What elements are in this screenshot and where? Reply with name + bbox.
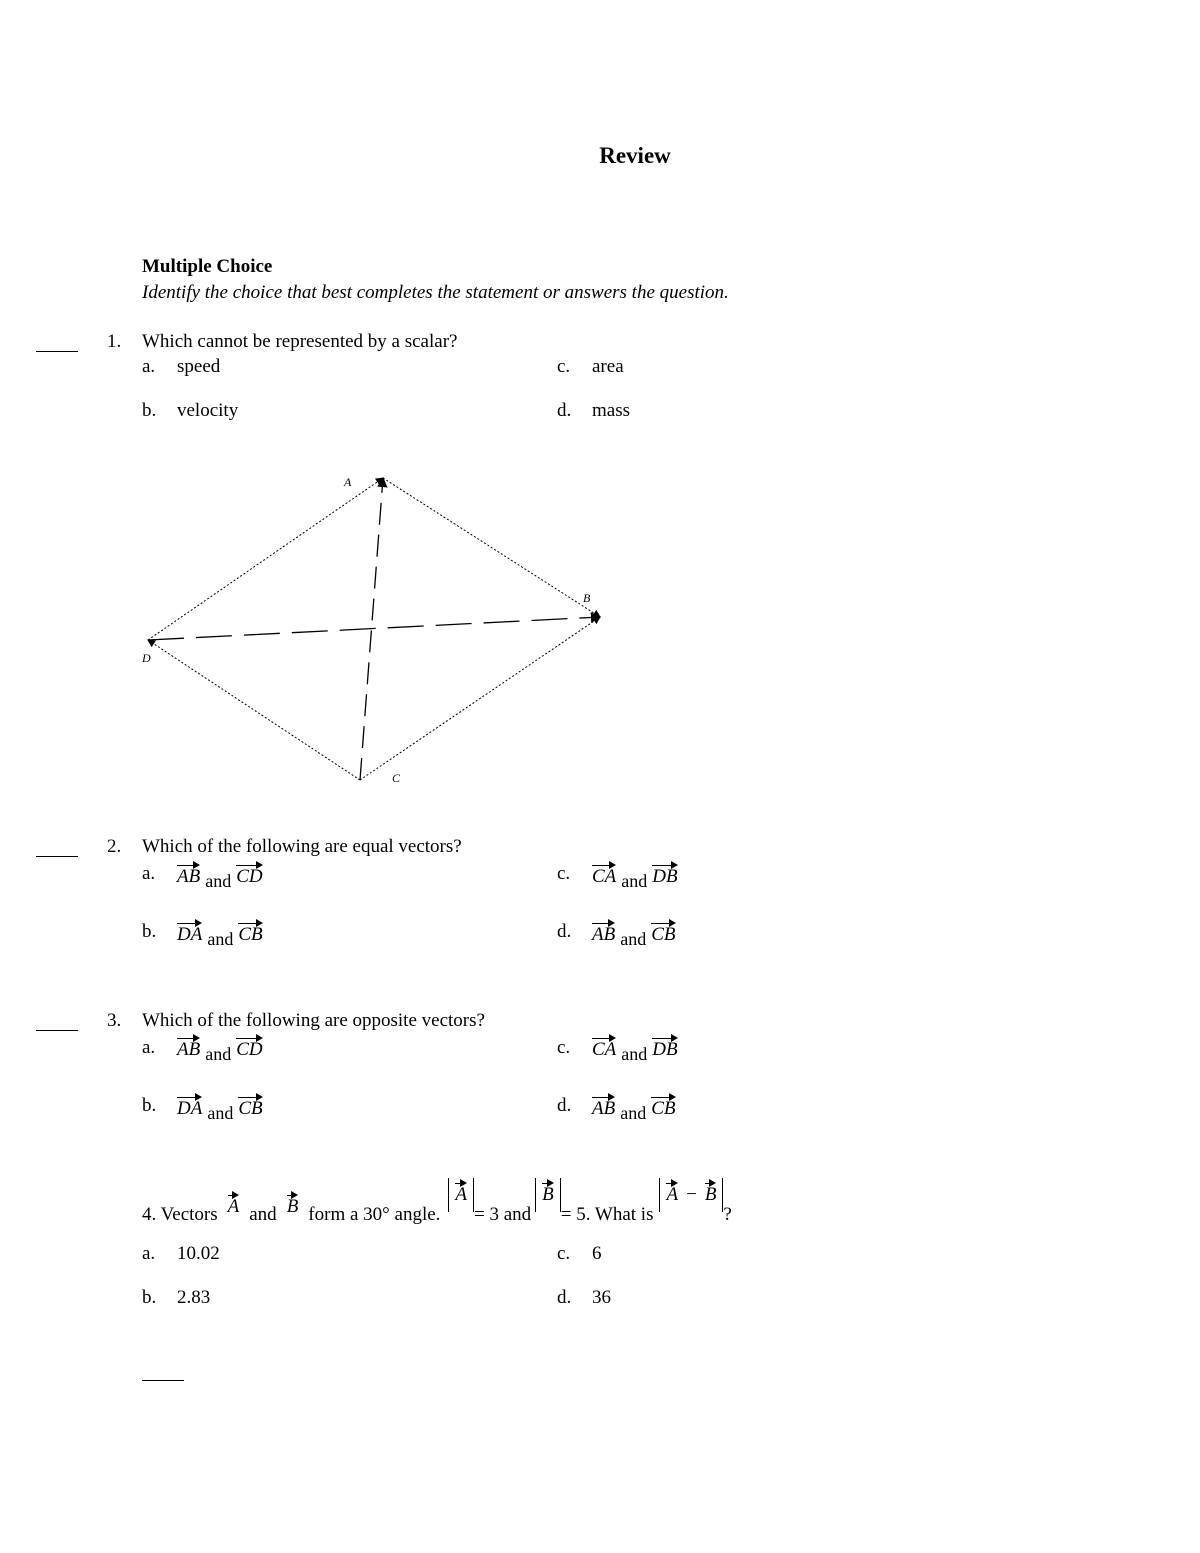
- answer-blank-3[interactable]: [36, 1030, 78, 1031]
- choice-letter: c.: [557, 1243, 571, 1264]
- question-4-stem: 4. Vectors A and B form a 30° angle. A = 3 and B = 5. What is A − B ?: [142, 1192, 732, 1226]
- choice-text[interactable]: speed: [177, 356, 221, 377]
- choice-text[interactable]: velocity: [177, 400, 239, 421]
- vector-label: AB: [177, 862, 200, 888]
- label-C: C: [392, 771, 401, 785]
- choice-vectors[interactable]: CA and DB: [592, 862, 678, 888]
- diagonal-DB: [148, 617, 600, 640]
- vector-label: CA: [592, 1035, 616, 1061]
- question-text: Which of the following are equal vectors?: [142, 836, 462, 857]
- vector-label: CD: [236, 862, 262, 888]
- magnitude-B: B: [535, 1178, 561, 1212]
- vector-label: CD: [236, 1035, 262, 1061]
- vector-label: B: [287, 1192, 299, 1218]
- vector-label: DB: [652, 1035, 677, 1061]
- quadrilateral-diagram: [130, 460, 620, 790]
- choice-letter: b.: [142, 1287, 157, 1308]
- answer-blank-2[interactable]: [36, 856, 78, 857]
- choice-letter: b.: [142, 400, 157, 421]
- question-number: 3.: [107, 1010, 122, 1031]
- label-A: A: [344, 475, 352, 489]
- choice-letter: d.: [557, 400, 572, 421]
- segment-AB: [383, 478, 600, 617]
- choice-letter: c.: [557, 863, 571, 884]
- vector-label: A: [228, 1192, 240, 1218]
- question-text: Which of the following are opposite vectors?: [142, 1010, 485, 1031]
- choice-letter: d.: [557, 1095, 572, 1116]
- choice-text[interactable]: 2.83: [177, 1287, 211, 1308]
- choice-letter: c.: [557, 1037, 571, 1058]
- section-heading: Multiple Choice: [142, 256, 273, 277]
- choice-text[interactable]: 36: [592, 1287, 611, 1308]
- page-title: Review: [599, 143, 671, 168]
- choice-vectors[interactable]: AB and CD: [177, 1035, 263, 1061]
- choice-letter: c.: [557, 356, 571, 377]
- vector-label: CB: [238, 1094, 262, 1120]
- choice-letter: a.: [142, 863, 156, 884]
- vector-label: AB: [592, 1094, 615, 1120]
- vector-label: CB: [651, 1094, 675, 1120]
- segment-CB: [360, 617, 600, 780]
- question-text: Which cannot be represented by a scalar?: [142, 331, 458, 352]
- vector-label: DA: [177, 920, 202, 946]
- choice-letter: a.: [142, 1243, 156, 1264]
- answer-blank-1[interactable]: [36, 351, 78, 352]
- vector-label: CB: [238, 920, 262, 946]
- vector-label: DB: [652, 862, 677, 888]
- vector-label: DA: [177, 1094, 202, 1120]
- choice-vectors[interactable]: DA and CB: [177, 920, 263, 946]
- vector-label: CA: [592, 862, 616, 888]
- vector-label: AB: [592, 920, 615, 946]
- section-instructions: Identify the choice that best completes the statement or answers the question.: [142, 282, 729, 303]
- choice-vectors[interactable]: DA and CB: [177, 1094, 263, 1120]
- choice-text[interactable]: 10.02: [177, 1243, 220, 1264]
- segment-DA: [148, 478, 383, 640]
- choice-letter: a.: [142, 1037, 156, 1058]
- choice-letter: d.: [557, 921, 572, 942]
- choice-vectors[interactable]: AB and CB: [592, 1094, 676, 1120]
- choice-letter: a.: [142, 356, 156, 377]
- magnitude-A-minus-B: A − B: [659, 1178, 723, 1212]
- vector-label: AB: [177, 1035, 200, 1061]
- magnitude-A: A: [448, 1178, 474, 1212]
- choice-vectors[interactable]: CA and DB: [592, 1035, 678, 1061]
- label-B: B: [583, 591, 591, 605]
- answer-blank-trailing[interactable]: [142, 1380, 184, 1381]
- question-number: 1.: [107, 331, 122, 352]
- choice-text[interactable]: area: [592, 356, 624, 377]
- choice-vectors[interactable]: AB and CB: [592, 920, 676, 946]
- vector-label: CB: [651, 920, 675, 946]
- choice-text[interactable]: mass: [592, 400, 630, 421]
- segment-CD: [148, 640, 360, 780]
- question-number: 2.: [107, 836, 122, 857]
- choice-letter: b.: [142, 1095, 157, 1116]
- choice-letter: d.: [557, 1287, 572, 1308]
- choice-vectors[interactable]: AB and CD: [177, 862, 263, 888]
- choice-text[interactable]: 6: [592, 1243, 602, 1264]
- label-D: D: [142, 651, 151, 665]
- choice-letter: b.: [142, 921, 157, 942]
